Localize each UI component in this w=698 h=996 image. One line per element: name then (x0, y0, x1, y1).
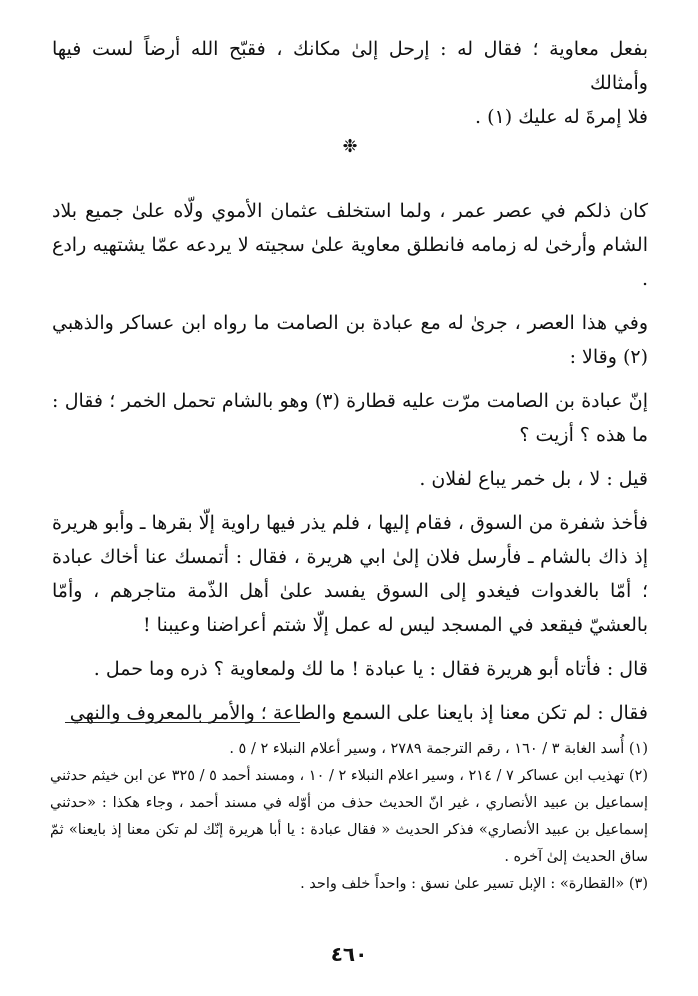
paragraph: بفعل معاوية ؛ فقال له : إرحل إلىٰ مكانك ، فقبّح الله أرضاً لست فيها وأمثالك (52, 38, 648, 94)
paragraph: إنّ عبادة بن الصامت مرّت عليه قطارة (٣) وهو بالشام تحمل الخمر ؛ فقال : ما هذه ؟ أزيت ؟ (52, 390, 649, 446)
footnotes (50, 736, 648, 898)
section-separator-icon: ❉ (342, 136, 358, 157)
paragraph: فقال : لم تكن معنا إذ بايعنا على السمع والطاعة ؛ والأمر بالمعروف والنهي (69, 702, 648, 724)
paragraph: كان ذلكم في عصر عمر ، ولما استخلف عثمان الأموي ولّاه علىٰ جميع بلاد الشام وأرخىٰ له زمامه فانطلق معاوية علىٰ سجيته لا يردعه عمّا يشتهيه رادع . (52, 200, 648, 290)
paragraph: قال : فأتاه أبو هريرة فقال : يا عبادة ! ما لك ولمعاوية ؟ ذره وما حمل . (93, 658, 648, 680)
footnote: (٢) تهذيب ابن عساكر ٧ / ٢١٤ ، وسير اعلام النبلاء ٢ / ١٠ ، ومسند أحمد ٥ / ٣٢٥ عن ابن خيثم حدثني إسماعيل بن عبيد الأنصاري ، غير انّ الحديث حذف من أوّله في مسند أحمد ، وجاء هكذا : «حدثني إسماعيل بن عبيد الأنصاري» فذكر الحديث « فقال عبادة : يا أبا هريرة إنّك لم تكن معنا إذ بايعنا» ثمّ ساق الحديث إلىٰ آخره . (50, 768, 648, 865)
paragraph: فأخذ شفرة من السوق ، فقام إليها ، فلم يذر فيها راوية إلّا بقرها ـ وأبو هريرة إذ ذاك بالشام ـ فأرسل فلان إلىٰ ابي هريرة ، فقال : أتمسك عنا أخاك عبادة ؛ أمّا بالغدوات فيغدو إلى السوق يفسد علىٰ أهل الذّمة متاجرهم ، وأمّا بالعشيّ فيقعد في المسجد ليس له عمل إلّا شتم أعراضنا وعيبنا ! (52, 512, 648, 636)
paragraph: قيل : لا ، بل خمر يباع لفلان . (419, 468, 648, 490)
main-text (52, 32, 648, 730)
paragraph: فلا إمرةَ له عليك (١) . (475, 106, 648, 128)
footnote: (٣) «القطارة» : الإبل تسير علىٰ نسق : واحداً خلف واحد . (300, 876, 648, 892)
page-number: ٤٦٠ (330, 942, 368, 966)
footnote-divider (65, 722, 300, 723)
footnote: (١) أُسد الغابة ٣ / ١٦٠ ، رقم الترجمة ٢٧٨٩ ، وسير أعلام النبلاء ٢ / ٥ . (229, 741, 648, 757)
paragraph: وفي هذا العصر ، جرىٰ له مع عبادة بن الصامت ما رواه ابن عساكر والذهبي (٢) وقالا : (52, 312, 648, 368)
